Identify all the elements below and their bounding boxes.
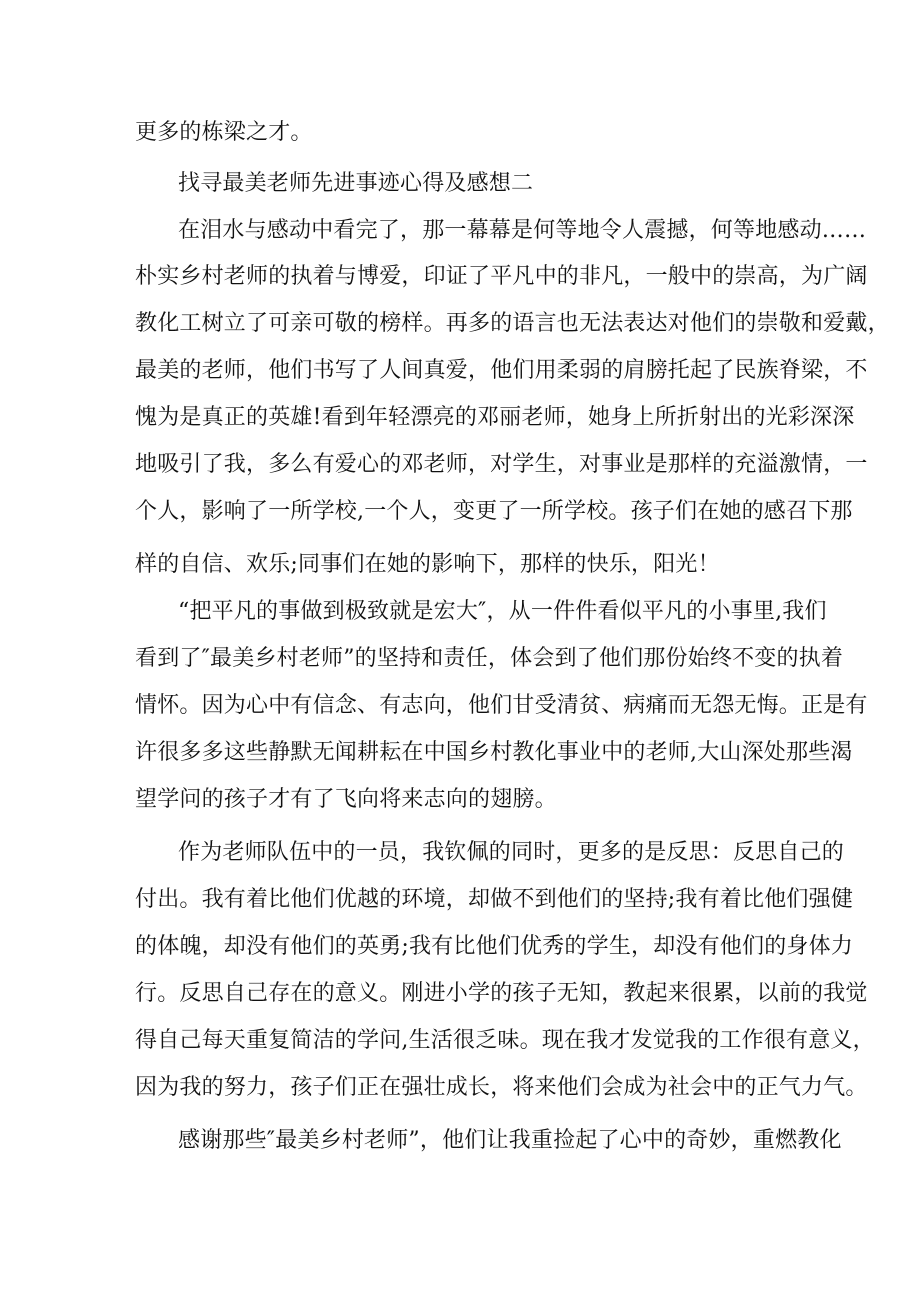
paragraph-line: 望学问的孩子才有了飞向将来志向的翅膀。 (135, 787, 557, 812)
paragraph-line: 教化工树立了可亲可敬的榜样。再多的语言也无法表达对他们的崇敬和爱戴， (135, 311, 890, 336)
paragraph-line: 朴实乡村老师的执着与博爱，印证了平凡中的非凡，一般中的崇高，为广阔 (135, 264, 868, 289)
paragraph-line: 更多的栋梁之才。 (135, 120, 313, 145)
paragraph-line: 因为我的努力，孩子们正在强壮成长，将来他们会成为社会中的正气力气。 (135, 1075, 868, 1100)
paragraph-line: 在泪水与感动中看完了，那一幕幕是何等地令人震撼，何等地感动…… (178, 218, 867, 243)
paragraph-line: 许很多多这些静默无闻耕耘在中国乡村教化事业中的老师,大山深处那些渴 (135, 740, 853, 765)
paragraph-line: 看到了″最美乡村老师”的坚持和责任，体会到了他们那份始终不变的执着 (135, 646, 844, 671)
paragraph-line: 付出。我有着比他们优越的环境，却做不到他们的坚持;我有着比他们强健 (135, 887, 854, 912)
paragraph-line: 作为老师队伍中的一员，我钦佩的同时，更多的是反思：反思自己的 (178, 840, 845, 865)
paragraph-line: 行。反思自己存在的意义。刚进小学的孩子无知，教起来很累，以前的我觉 (135, 981, 868, 1006)
paragraph-line: 情怀。因为心中有信念、有志向，他们甘受清贫、病痛而无怨无悔。正是有 (135, 693, 868, 718)
paragraph-line: 感谢那些″最美乡村老师”，他们让我重捡起了心中的奇妙，重燃教化 (178, 1128, 842, 1153)
section-heading: 找寻最美老师先进事迹心得及感想二 (178, 171, 534, 196)
paragraph-line: 的体魄，却没有他们的英勇;我有比他们优秀的学生，却没有他们的身体力 (135, 934, 854, 959)
paragraph-line: 样的自信、欢乐;同事们在她的影响下，那样的快乐，阳光！ (135, 552, 720, 577)
paragraph-line: 地吸引了我，多么有爱心的邓老师，对学生，对事业是那样的充溢激情，一 (135, 452, 868, 477)
paragraph-line: 最美的老师，他们书写了人间真爱，他们用柔弱的肩膀托起了民族脊梁，不 (135, 358, 868, 383)
paragraph-line: 个人，影响了一所学校,一个人，变更了一所学校。孩子们在她的感召下那 (135, 499, 853, 524)
paragraph-line: 得自己每天重复简洁的学问,生活很乏味。现在我才发觉我的工作很有意义， (135, 1028, 875, 1053)
paragraph-line: “把平凡的事做到极致就是宏大″，从一件件看似平凡的小事里,我们 (178, 599, 827, 624)
paragraph-line: 愧为是真正的英雄!看到年轻漂亮的邓丽老师，她身上所折射出的光彩深深 (135, 405, 855, 430)
